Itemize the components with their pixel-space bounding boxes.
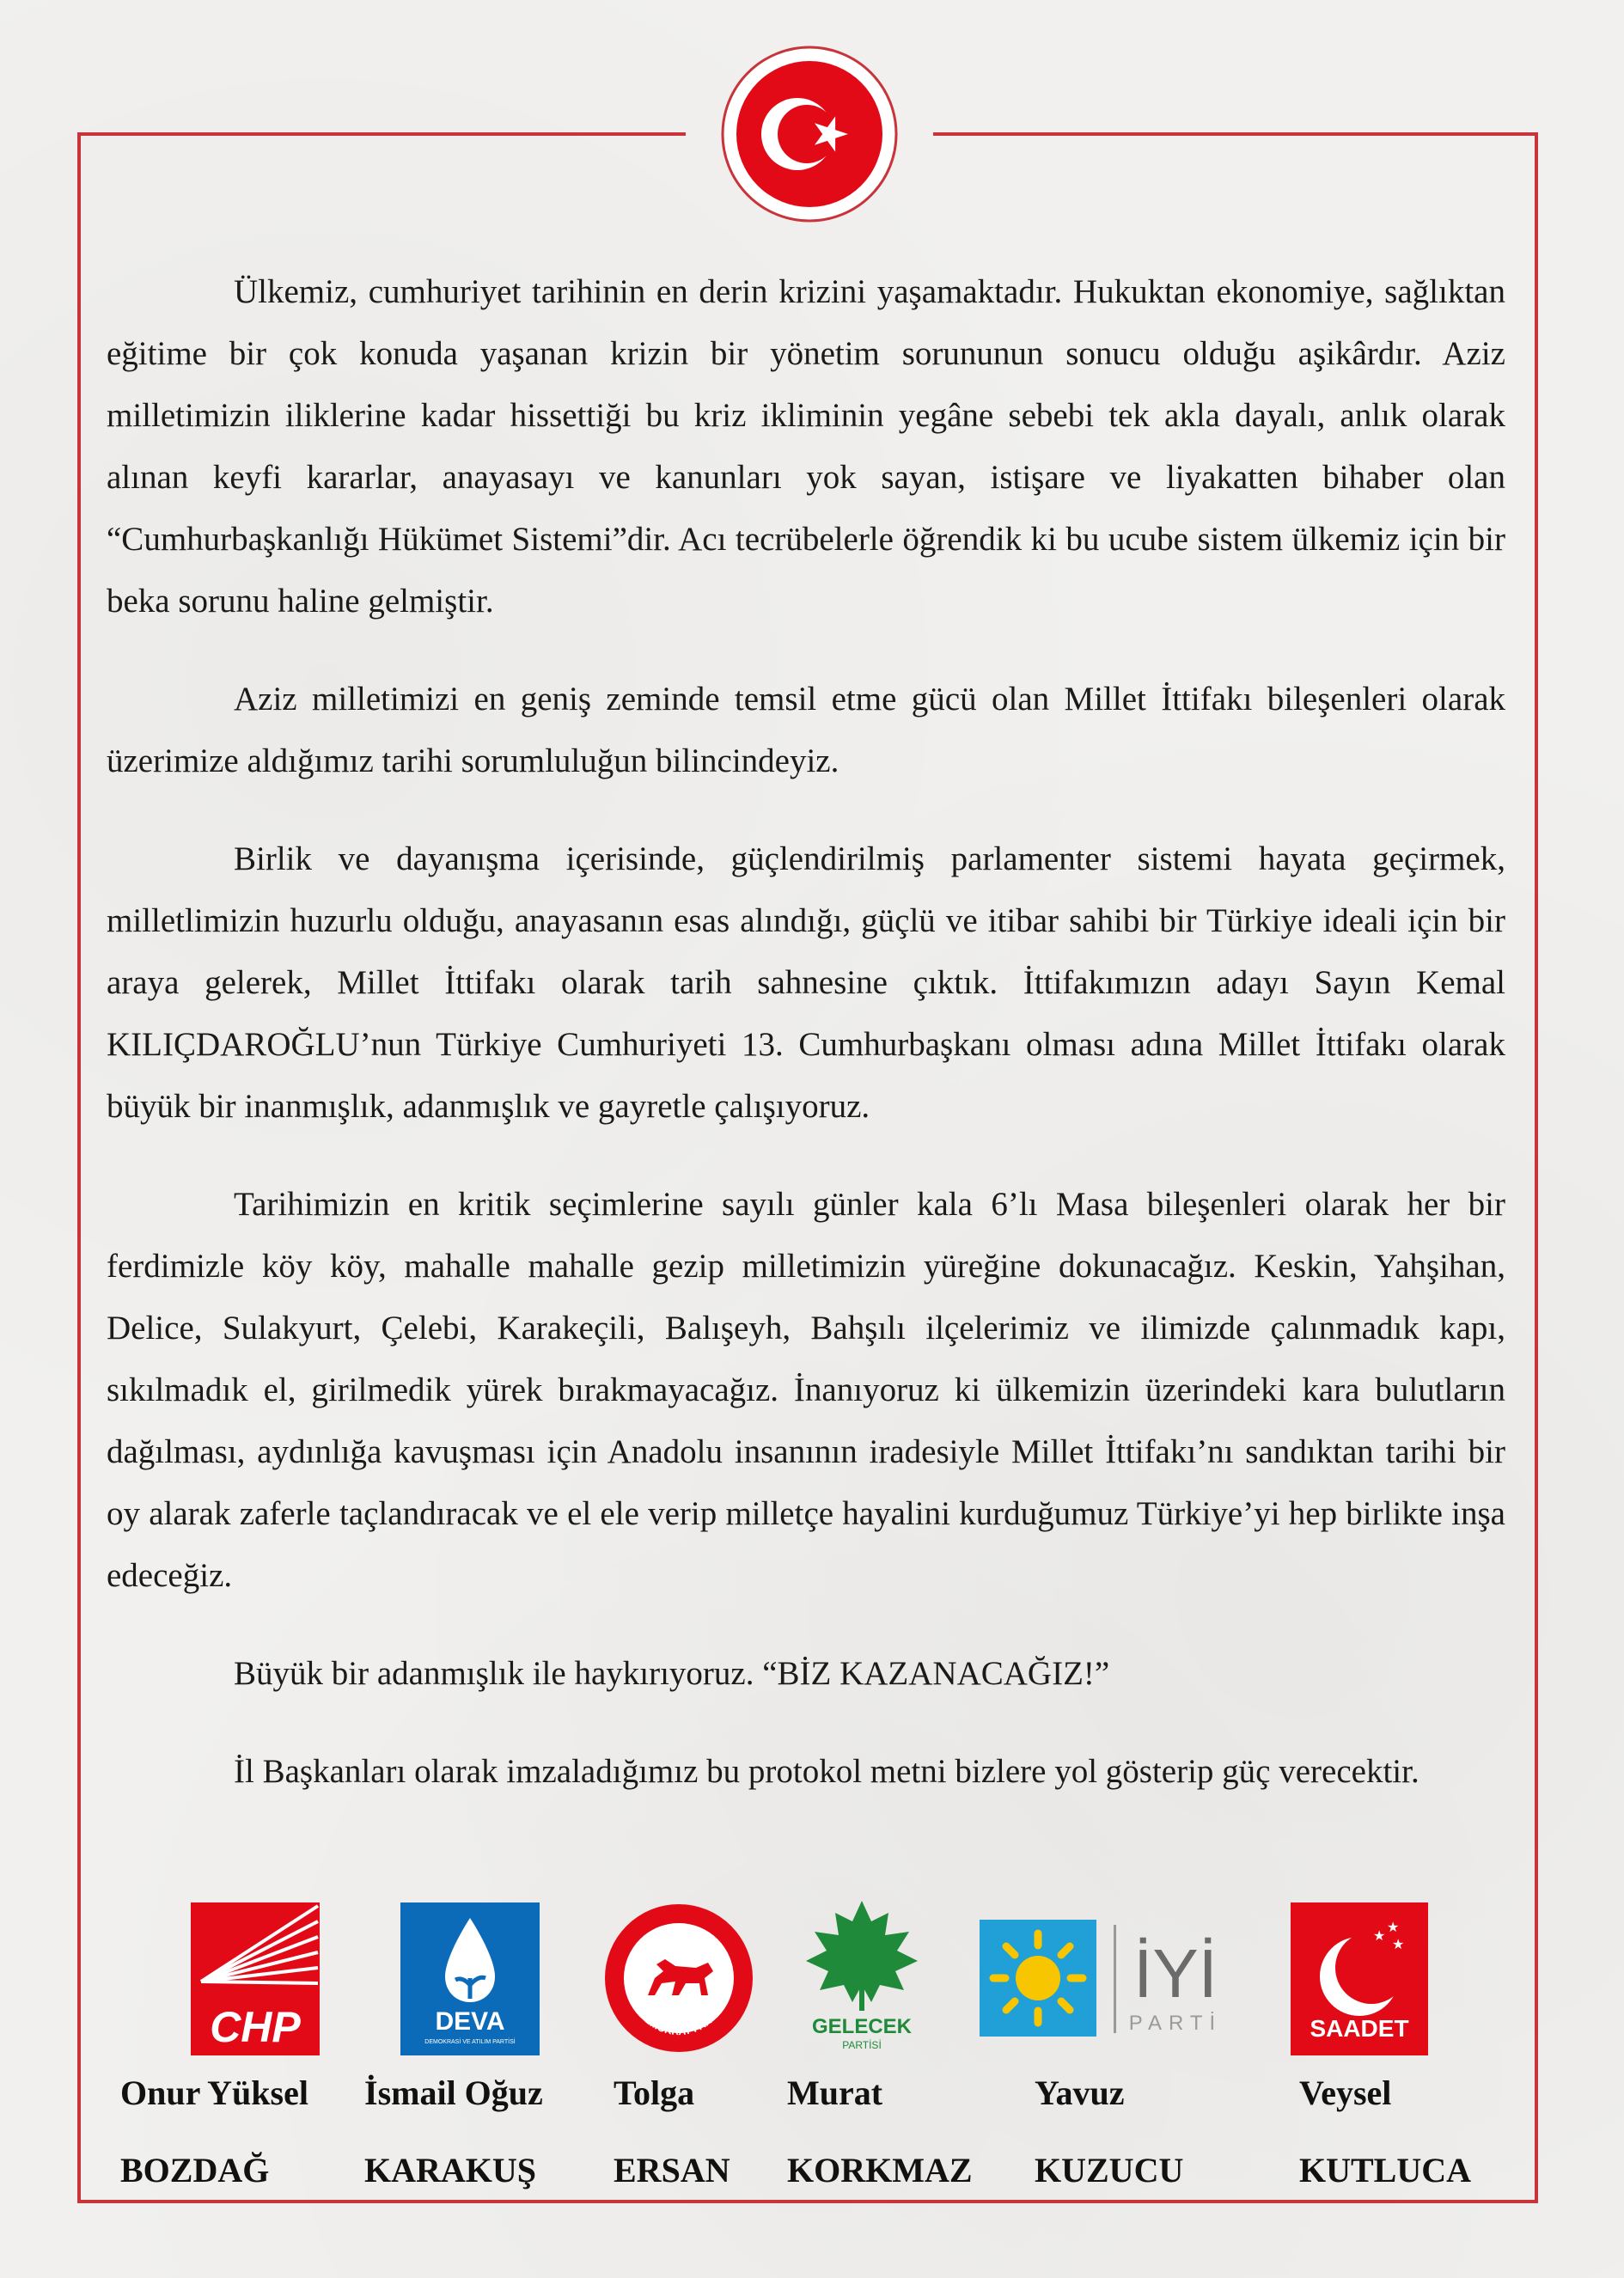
svg-text:★: ★ [1373,1927,1386,1944]
svg-text:★: ★ [1392,1936,1405,1952]
paragraph: Tarihimizin en kritik seçimlerine sayılı günler kala 6’lı Masa bileşenleri olarak her bir ferdimizle köy köy, mahalle mahalle gezip milletimizin yüreğine dokunacağız. Keskin, Yahşihan, Delice, Sulakyurt, Çelebi, Karakeçili, Balışeyh, Bahşılı ilçelerimiz ve ilimizde çalınmadık kapı, sıkılmadık el, girilmedik yürek bırakmayacağız. İnanıyoruz ki ülkemizin üzerindeki kara bulutların dağılması, aydınlığa kavuşması için Anadolu insanının iradesiyle Millet İttifakı’nı sandıktan tarihi bir oy alarak zaferle taçlandıracak ve el ele verip milletçe hayalini kurduğumuz Türkiye’yi hep birlikte inşa edeceğiz. [107,1186,1505,1594]
dp-logo [603,1902,754,2054]
iyi-logo-text: İYİ [1133,1935,1218,2012]
iyi-logo-subtext: PARTİ [1128,2012,1223,2035]
dp-logo-ring-text: DEMOKRAT PARTİ [637,2008,721,2038]
signatory-last-name: KARAKUŞ [364,2151,537,2189]
frame-right [1535,132,1538,2203]
paragraph: Aziz milletimizi en geniş zeminde temsil etme gücü olan Millet İttifakı bileşenleri olarak üzerimize aldığımız tarihi sorumluluğun bilincindeyiz. [107,681,1505,779]
signatory-last-name: BOZDAĞ [120,2151,270,2189]
signatory-last-name: KUTLUCA [1299,2151,1472,2189]
frame-top-left [77,132,686,136]
signatory-first-name: Tolga [614,2073,695,2112]
paragraph: Büyük bir adanmışlık ile haykırıyoruz. “BİZ KAZANACAĞIZ!” [234,1655,1110,1692]
signatory-last-name: KORKMAZ [787,2151,973,2189]
signatory-first-name: Yavuz [1035,2073,1125,2112]
signatory-first-name: Murat [787,2073,883,2112]
paragraph: Ülkemiz, cumhuriyet tarihinin en derin krizini yaşamaktadır. Hukuktan ekonomiye, sağlıktan eğitime bir çok konuda yaşanan krizin bir yönetim sorununun sonucu olduğu aşikârdır. Aziz milletimizin iliklerine kadar hissettiği bu kriz ikliminin yegâne sebebi tek akla dayalı, anlık olarak alınan keyfi kararlar, anayasayı ve kanunları yok sayan, istişare ve liyakatten bihaber olan “Cumhurbaşkanlığı Hükümet Sistemi”dir. Acı tecrübelerle öğrendik ki bu ucube sistem ülkemiz için bir beka sorunu haline gelmiştir. [107,273,1505,620]
signatory-first-name: İsmail Oğuz [364,2073,543,2112]
paragraph: Birlik ve dayanışma içerisinde, güçlendirilmiş parlamenter sistemi hayata geçirmek, milletlimizin huzurlu olduğu, anayasanın esas alındığı, güçlü ve itibar sahibi bir Türkiye ideali için bir araya gelerek, Millet İttifakı olarak tarih sahnesine çıktık. İttifakımızın adayı Sayın Kemal KILIÇDAROĞLU’nun Türkiye Cumhuriyeti 13. Cumhurbaşkanı olması adına Millet İttifakı olarak büyük bir inanmışlık, adanmışlık ve gayretle çalışıyoruz. [107,840,1505,1125]
frame-left [77,132,81,2203]
gelecek-logo-text: GELECEK [811,2015,913,2038]
frame-bottom [77,2200,1538,2203]
document-body [107,261,1505,1803]
signatory-last-name: ERSAN [614,2151,730,2189]
frame-top-right [933,132,1538,136]
saadet-logo [1291,1902,1428,2055]
chp-logo [191,1902,320,2055]
deva-logo [400,1902,540,2055]
gelecek-logo-subtext: PARTİSİ [842,2039,882,2051]
gelecek-logo [799,1896,925,2055]
signatory-first-name: Onur Yüksel [120,2073,308,2112]
signatory-first-name: Veysel [1299,2073,1392,2112]
saadet-logo-text: SAADET [1310,2015,1409,2042]
svg-text:★: ★ [1387,1919,1400,1935]
signatory-last-name: KUZUCU [1035,2151,1184,2189]
deva-logo-subtext: DEMOKRASİ VE ATILIM PARTİSİ [424,2039,516,2045]
paragraph: İl Başkanları olarak imzaladığımız bu protokol metni bizlere yol gösterip güç verecektir. [234,1753,1419,1790]
turkish-flag-emblem [720,45,899,223]
chp-logo-text: CHP [210,2003,301,2051]
iyi-parti-logo [980,1915,1234,2043]
deva-logo-text: DEVA [435,2007,505,2036]
dp-logo-text: DP [665,1930,693,1951]
